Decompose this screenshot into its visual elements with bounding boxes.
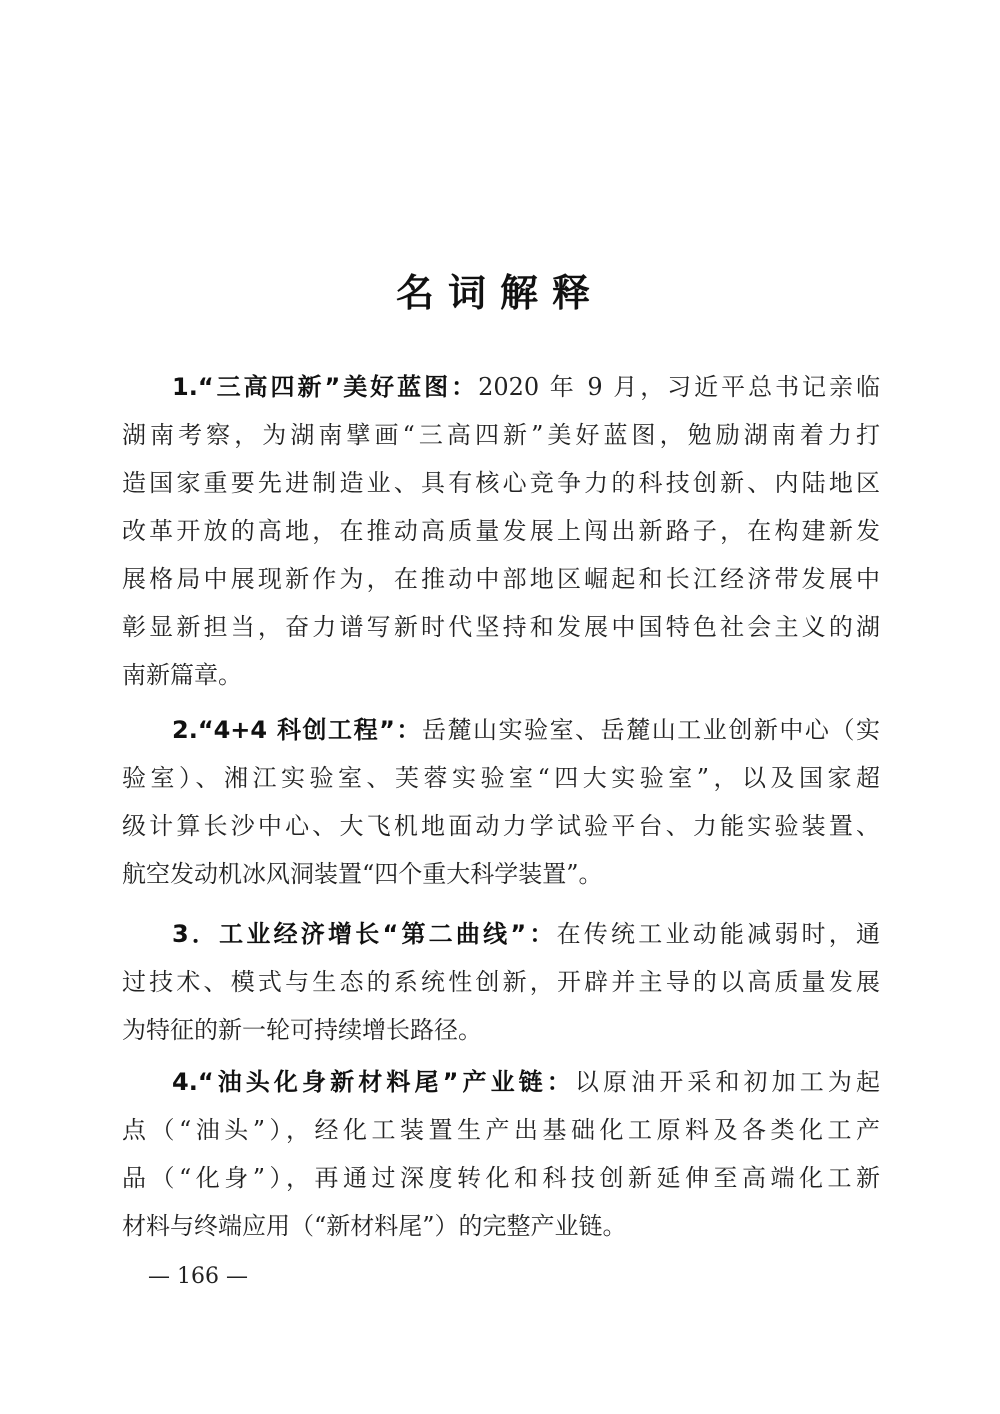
paragraph-line <box>122 706 880 754</box>
paragraph-line: 验室）、湘江实验室、芙蓉实验室“四大实验室”，以及国家超 <box>122 764 880 792</box>
paragraph-line: 为特征的新一轮可持续增长路径。 <box>122 1016 482 1044</box>
term-text: 2020 年 9 月，习近平总书记亲临 <box>478 373 880 401</box>
page-title: 名词解释 <box>395 271 604 315</box>
term-text: 在传统工业动能减弱时，通 <box>556 920 880 948</box>
paragraph-line: 造国家重要先进制造业、具有核心竞争力的科技创新、内陆地区 <box>122 469 880 497</box>
paragraph-line: 材料与终端应用（“新材料尾”）的完整产业链。 <box>122 1212 627 1240</box>
paragraph-line: 彰显新担当，奋力谱写新时代坚持和发展中国特色社会主义的湖 <box>122 613 880 641</box>
paragraph-line <box>122 363 880 411</box>
term-heading: 3．工业经济增长“第二曲线”： <box>172 920 557 948</box>
paragraph-line <box>122 1058 880 1106</box>
definition-paragraph-3 <box>122 910 880 1054</box>
paragraph-line: 南新篇章。 <box>122 661 242 689</box>
paragraph-line: 展格局中展现新作为，在推动中部地区崛起和长江经济带发展中 <box>122 565 880 593</box>
page-number: — 166 — <box>148 1264 248 1289</box>
term-heading: 4.“油头化身新材料尾”产业链： <box>172 1068 575 1096</box>
definition-paragraph-1 <box>122 363 880 699</box>
paragraph-line: 点（“油头”），经化工装置生产出基础化工原料及各类化工产 <box>122 1116 880 1144</box>
paragraph-line: 改革开放的高地，在推动高质量发展上闯出新路子，在构建新发 <box>122 517 880 545</box>
paragraph-line: 品（“化身”），再通过深度转化和科技创新延伸至高端化工新 <box>122 1164 880 1192</box>
paragraph-line <box>122 910 880 958</box>
paragraph-line: 过技术、模式与生态的系统性创新，开辟并主导的以高质量发展 <box>122 968 880 996</box>
term-heading: 1.“三高四新”美好蓝图： <box>172 373 479 401</box>
paragraph-line: 湖南考察，为湖南擘画“三高四新”美好蓝图，勉励湖南着力打 <box>122 421 880 449</box>
definition-paragraph-2 <box>122 706 880 898</box>
term-text: 岳麓山实验室、岳麓山工业创新中心（实 <box>421 716 880 744</box>
definition-paragraph-4 <box>122 1058 880 1250</box>
paragraph-line: 级计算长沙中心、大飞机地面动力学试验平台、力能实验装置、 <box>122 812 880 840</box>
paragraph-line: 航空发动机冰风洞装置“四个重大科学装置”。 <box>122 860 603 888</box>
term-text: 以原油开采和初加工为起 <box>574 1068 880 1096</box>
term-heading: 2.“4+4 科创工程”： <box>172 716 422 744</box>
